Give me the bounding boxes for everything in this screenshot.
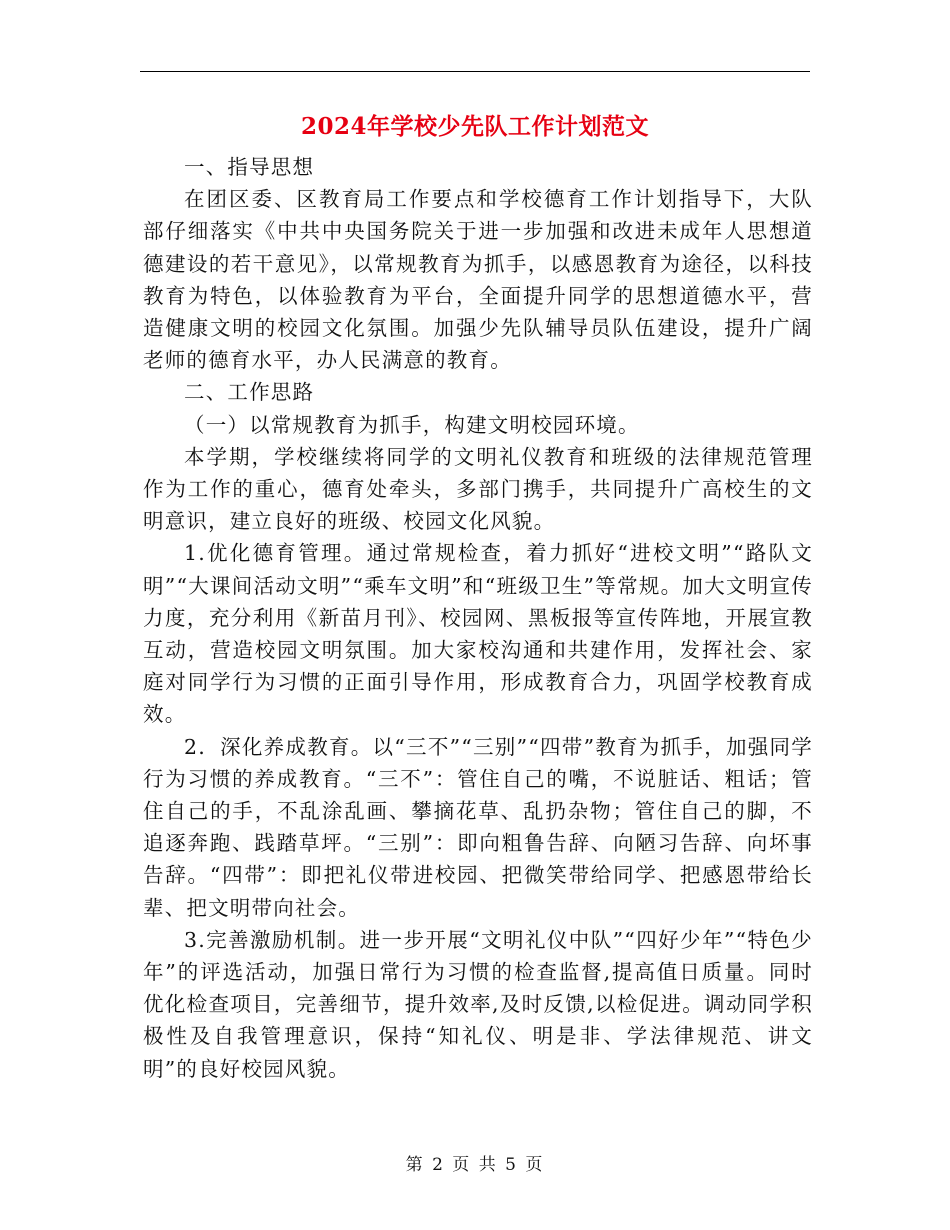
header-rule (140, 71, 810, 72)
paragraph-item-3: 3.完善激励机制。进一步开展“文明礼仪中队”“四好少年”“特色少年”的评选活动，加强日常行为习惯的检查监督,提高值日质量。同时优化检查项目，完善细节，提升效率,及时反馈,以检促进。调动同学积极性及自我管理意识，保持“知礼仪、明是非、学法律规范、讲文明”的良好校园风貌。 (143, 927, 813, 1081)
page-number: 第 2 页 共 5 页 (405, 1155, 545, 1175)
section-heading-work-approach: 二、工作思路 (184, 380, 315, 405)
document-title: 2024年学校少先队工作计划范文 (300, 113, 649, 140)
paragraph-semester-focus: 本学期，学校继续将同学的文明礼仪教育和班级的法律规范管理作为工作的重心，德育处牵头，多部门携手，共同提升广高校生的文明意识，建立良好的班级、校园文化风貌。 (143, 444, 813, 534)
paragraph-item-2: 2．深化养成教育。以“三不”“三别”“四带”教育为抓手，加强同学行为习惯的养成教育。“三不”：管住自己的嘴，不说脏话、粗话；管住自己的手，不乱涂乱画、攀摘花草、乱扔杂物；管住自己的脚，不追逐奔跑、践踏草坪。“三别”：即向粗鲁告辞、向陋习告辞、向坏事告辞。“四带”：即把礼仪带进校园、把微笑带给同学、把感恩带给长辈、把文明带向社会。 (143, 734, 813, 920)
paragraph-item-1: 1.优化德育管理。通过常规检查，着力抓好“进校文明”“路队文明”“大课间活动文明”“乘车文明”和“班级卫生”等常规。加大文明宣传力度，充分利用《新苗月刊》、校园网、黑板报等宣传阵地，开展宣教互动，营造校园文明氛围。加大家校沟通和共建作用，发挥社会、家庭对同学行为习惯的正面引导作用，形成教育合力，巩固学校教育成效。 (143, 541, 813, 727)
section-heading-guiding-ideology: 一、指导思想 (184, 155, 315, 179)
document-body (143, 151, 813, 1085)
paragraph-guiding-ideology: 在团区委、区教育局工作要点和学校德育工作计划指导下，大队部仔细落实《中共中央国务院关于进一步加强和改进未成年人思想道德建设的若干意见》，以常规教育为抓手，以感恩教育为途径，以科技教育为特色，以体验教育为平台，全面提升同学的思想道德水平，营造健康文明的校园文化氛围。加强少先队辅导员队伍建设，提升广阔老师的德育水平，办人民满意的教育。 (143, 187, 813, 373)
subsection-heading-routine-education: （一）以常规教育为抓手，构建文明校园环境。 (184, 412, 640, 437)
